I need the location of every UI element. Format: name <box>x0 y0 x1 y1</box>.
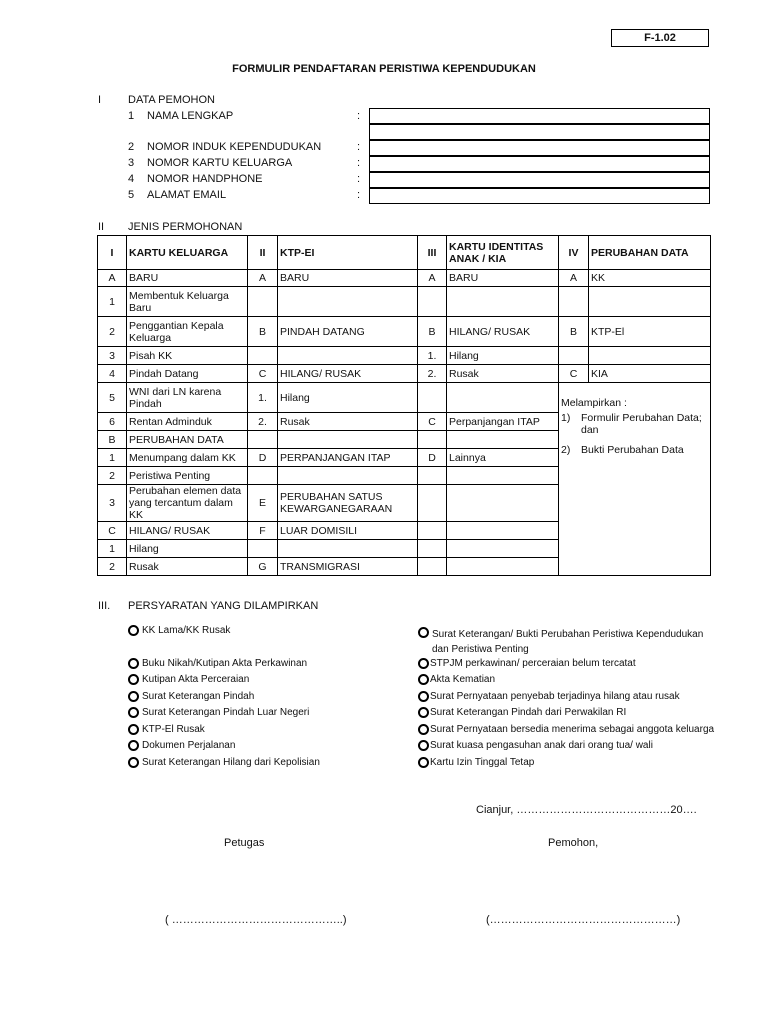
table-row <box>98 270 711 287</box>
header-cell: KARTU IDENTITAS ANAK / KIA <box>447 236 559 270</box>
radio-circle-icon[interactable] <box>128 757 139 768</box>
kia-option <box>447 383 559 413</box>
kk-option[interactable]: PERUBAHAN DATA <box>127 431 248 449</box>
kk-option[interactable]: Pindah Datang <box>127 365 248 383</box>
kk-option[interactable]: Menumpang dalam KK <box>127 449 248 467</box>
kk-option[interactable]: Penggantian Kepala Keluarga <box>127 317 248 347</box>
lampiran-item <box>561 444 708 456</box>
radio-circle-icon[interactable] <box>418 724 429 735</box>
field-number: 1 <box>128 110 135 122</box>
row-code: 2 <box>98 317 127 347</box>
radio-circle-icon[interactable] <box>418 674 429 685</box>
radio-circle-icon[interactable] <box>418 707 429 718</box>
row-code <box>559 287 589 317</box>
radio-circle-icon[interactable] <box>128 674 139 685</box>
row-code: B <box>98 431 127 449</box>
pemohon-signature-line: (……………………………………………) <box>486 914 681 926</box>
requirement-checkbox[interactable] <box>128 757 320 768</box>
table-row <box>98 347 711 365</box>
row-code <box>248 287 278 317</box>
row-code: D <box>248 449 278 467</box>
requirement-label: Buku Nikah/Kutipan Akta Perkawinan <box>142 658 308 669</box>
field-number: 5 <box>128 189 135 201</box>
perubahan-option[interactable]: KTP-El <box>589 317 711 347</box>
field-label: NOMOR INDUK KEPENDUDUKAN <box>147 141 322 153</box>
row-code: 1. <box>418 347 447 365</box>
requirement-label: Dokumen Perjalanan <box>142 740 236 751</box>
row-code: 1 <box>98 287 127 317</box>
table-header-row <box>98 236 711 270</box>
form-title: FORMULIR PENDAFTARAN PERISTIWA KEPENDUDUKAN <box>232 63 536 75</box>
kia-option[interactable]: Perpanjangan ITAP <box>447 413 559 431</box>
radio-circle-icon[interactable] <box>418 658 429 669</box>
row-code <box>559 347 589 365</box>
row-code: B <box>418 317 447 347</box>
table-row <box>98 383 711 413</box>
field-colon: : <box>357 157 361 169</box>
ktp-option[interactable]: Rusak <box>278 413 418 431</box>
table-row <box>98 365 711 383</box>
row-code <box>248 467 278 485</box>
kk-option[interactable]: Membentuk Keluarga Baru <box>127 287 248 317</box>
radio-circle-icon[interactable] <box>418 691 429 702</box>
field-colon: : <box>357 189 361 201</box>
kia-option[interactable]: Rusak <box>447 365 559 383</box>
kk-option[interactable]: Perubahan elemen data yang tercantum dalam KK <box>127 485 248 522</box>
requirement-label: Surat Keterangan Pindah dari Perwakilan RI <box>430 707 627 718</box>
requirement-checkbox[interactable] <box>418 691 680 702</box>
radio-circle-icon[interactable] <box>128 740 139 751</box>
row-code <box>418 287 447 317</box>
ktp-option[interactable]: HILANG/ RUSAK <box>278 365 418 383</box>
requirement-checkbox[interactable] <box>418 757 534 768</box>
header-cell: I <box>98 236 127 270</box>
kia-option[interactable]: BARU <box>447 270 559 287</box>
requirement-label: KTP-El Rusak <box>142 724 205 735</box>
kia-option <box>447 431 559 449</box>
requirement-label: Surat Keterangan/ Bukti Perubahan Peristiwa Kependudukan dan Peristiwa Penting <box>432 629 704 655</box>
section3-number: III. <box>98 600 111 612</box>
row-code: 5 <box>98 383 127 413</box>
field-label: NOMOR HANDPHONE <box>147 173 263 185</box>
handphone-input[interactable] <box>369 172 710 188</box>
field-number: 2 <box>128 141 135 153</box>
requirement-checkbox[interactable] <box>418 740 653 751</box>
row-code: F <box>248 522 278 540</box>
ktp-option <box>278 287 418 317</box>
perubahan-option[interactable]: KIA <box>589 365 711 383</box>
requirement-label: Surat Keterangan Pindah <box>142 691 255 702</box>
kk-option[interactable]: Peristiwa Penting <box>127 467 248 485</box>
row-code: A <box>418 270 447 287</box>
requirement-label: STPJM perkawinan/ perceraian belum tercatat <box>430 658 636 669</box>
requirement-checkbox[interactable] <box>128 674 249 685</box>
field-colon: : <box>357 110 361 122</box>
radio-circle-icon[interactable] <box>418 757 429 768</box>
row-code: G <box>248 558 278 576</box>
requirement-label: Kartu Izin Tinggal Tetap <box>430 757 535 768</box>
row-code: 3 <box>98 347 127 365</box>
row-code: 4 <box>98 365 127 383</box>
row-code: 1 <box>98 449 127 467</box>
kk-option[interactable]: BARU <box>127 270 248 287</box>
nama-lengkap-input[interactable] <box>369 108 710 124</box>
header-cell: IV <box>559 236 589 270</box>
radio-circle-icon[interactable] <box>418 627 429 638</box>
field-label: ALAMAT EMAIL <box>147 189 227 201</box>
row-code: 2. <box>418 365 447 383</box>
row-code: 2 <box>98 467 127 485</box>
perubahan-option <box>589 347 711 365</box>
row-code <box>418 383 447 413</box>
perubahan-option[interactable]: KK <box>589 270 711 287</box>
section3-title: PERSYARATAN YANG DILAMPIRKAN <box>128 600 319 612</box>
requirement-checkbox[interactable] <box>418 658 636 669</box>
ktp-option[interactable]: BARU <box>278 270 418 287</box>
row-code: A <box>248 270 278 287</box>
section1-title: DATA PEMOHON <box>128 94 215 106</box>
lampiran-number: 2) <box>561 444 571 456</box>
requirement-checkbox[interactable] <box>418 674 495 685</box>
row-code: B <box>248 317 278 347</box>
radio-circle-icon[interactable] <box>128 724 139 735</box>
row-code: 2. <box>248 413 278 431</box>
kk-option[interactable]: HILANG/ RUSAK <box>127 522 248 540</box>
row-code: 2 <box>98 558 127 576</box>
kia-option <box>447 485 559 522</box>
kk-option[interactable]: Pisah KK <box>127 347 248 365</box>
radio-circle-icon[interactable] <box>128 658 139 669</box>
kia-option <box>447 287 559 317</box>
radio-circle-icon[interactable] <box>128 707 139 718</box>
lampiran-text: Bukti Perubahan Data <box>581 444 684 456</box>
ktp-option[interactable]: PERPANJANGAN ITAP <box>278 449 418 467</box>
requirement-label: Surat Pernyataan bersedia menerima sebagai anggota keluarga <box>430 724 715 735</box>
requirement-checkbox[interactable] <box>128 658 307 669</box>
header-cell: III <box>418 236 447 270</box>
kia-option[interactable]: Hilang <box>447 347 559 365</box>
header-cell: KTP-EI <box>278 236 418 270</box>
row-code: E <box>248 485 278 522</box>
field-label: NAMA LENGKAP <box>147 110 234 122</box>
requirement-label: Surat Pernyataan penyebab terjadinya hilang atau rusak <box>430 691 680 702</box>
row-code: C <box>418 413 447 431</box>
header-cell: II <box>248 236 278 270</box>
email-input[interactable] <box>369 188 710 204</box>
requirement-checkbox[interactable] <box>418 627 718 657</box>
kk-option[interactable]: Rusak <box>127 558 248 576</box>
kia-option <box>447 558 559 576</box>
kia-option <box>447 522 559 540</box>
place-date: Cianjur, ……………………………………20…. <box>476 804 697 816</box>
field-label: NOMOR KARTU KELUARGA <box>147 157 293 169</box>
radio-circle-icon[interactable] <box>128 625 139 636</box>
requirement-checkbox[interactable] <box>128 724 205 735</box>
table-row <box>98 287 711 317</box>
nama-lengkap-input-line2[interactable] <box>369 124 710 140</box>
row-code <box>418 558 447 576</box>
row-code: C <box>98 522 127 540</box>
requirement-label: Surat Keterangan Hilang dari Kepolisian <box>142 757 320 768</box>
field-colon: : <box>357 141 361 153</box>
row-code <box>248 540 278 558</box>
row-code: 6 <box>98 413 127 431</box>
header-cell: PERUBAHAN DATA <box>589 236 711 270</box>
ktp-option[interactable]: TRANSMIGRASI <box>278 558 418 576</box>
ktp-option[interactable]: LUAR DOMISILI <box>278 522 418 540</box>
section1-number: I <box>98 94 102 106</box>
row-code <box>418 522 447 540</box>
requirement-label: Surat Keterangan Pindah Luar Negeri <box>142 707 310 718</box>
lampiran-text: Formulir Perubahan Data; dan <box>581 412 702 436</box>
requirement-label: Akta Kematian <box>430 674 496 685</box>
field-number: 3 <box>128 157 135 169</box>
row-code: 1. <box>248 383 278 413</box>
row-code: 3 <box>98 485 127 522</box>
row-code <box>248 431 278 449</box>
requirement-checkbox[interactable] <box>128 740 235 751</box>
petugas-label: Petugas <box>224 837 265 849</box>
nik-input[interactable] <box>369 140 710 156</box>
petugas-signature-line: ( ………………………………………..) <box>165 914 347 926</box>
requirement-checkbox[interactable] <box>418 724 714 735</box>
header-cell: KARTU KELUARGA <box>127 236 248 270</box>
kia-option[interactable]: HILANG/ RUSAK <box>447 317 559 347</box>
row-code <box>248 347 278 365</box>
row-code <box>418 467 447 485</box>
section2-title: JENIS PERMOHONAN <box>128 221 243 233</box>
requirement-checkbox[interactable] <box>128 707 309 718</box>
requirement-checkbox[interactable] <box>418 707 626 718</box>
row-code: 1 <box>98 540 127 558</box>
row-code <box>418 431 447 449</box>
ktp-option[interactable]: Hilang <box>278 383 418 413</box>
requirement-checkbox[interactable] <box>128 691 254 702</box>
melampirkan-title: Melampirkan : <box>561 397 627 409</box>
perubahan-option <box>589 287 711 317</box>
row-code: A <box>98 270 127 287</box>
requirement-label: Kutipan Akta Perceraian <box>142 674 250 685</box>
row-code: C <box>248 365 278 383</box>
ktp-option <box>278 431 418 449</box>
lampiran-number: 1) <box>561 412 571 424</box>
pemohon-label: Pemohon, <box>548 837 599 849</box>
row-code: B <box>559 317 589 347</box>
row-code: C <box>559 365 589 383</box>
melampirkan-cell <box>559 383 711 576</box>
requirement-checkbox[interactable] <box>128 625 230 636</box>
kk-option[interactable]: Hilang <box>127 540 248 558</box>
row-code <box>418 540 447 558</box>
kia-option <box>447 540 559 558</box>
requirement-label: Surat kuasa pengasuhan anak dari orang tua/ wali <box>430 740 653 751</box>
field-number: 4 <box>128 173 135 185</box>
radio-circle-icon[interactable] <box>128 691 139 702</box>
table-row <box>98 317 711 347</box>
form-code: F-1.02 <box>611 29 709 47</box>
row-code <box>418 485 447 522</box>
nomor-kk-input[interactable] <box>369 156 710 172</box>
ktp-option <box>278 467 418 485</box>
ktp-option <box>278 540 418 558</box>
row-code: D <box>418 449 447 467</box>
jenis-permohonan-table <box>97 235 711 576</box>
ktp-option <box>278 347 418 365</box>
field-colon: : <box>357 173 361 185</box>
ktp-option[interactable]: PINDAH DATANG <box>278 317 418 347</box>
lampiran-item <box>561 412 708 436</box>
kia-option[interactable]: Lainnya <box>447 449 559 467</box>
row-code: A <box>559 270 589 287</box>
ktp-option[interactable]: PERUBAHAN SATUS KEWARGANEGARAAN <box>278 485 418 522</box>
section2-number: II <box>98 221 105 233</box>
kia-option <box>447 467 559 485</box>
kk-option[interactable]: WNI dari LN karena Pindah <box>127 383 248 413</box>
requirement-label: KK Lama/KK Rusak <box>142 625 231 636</box>
kk-option[interactable]: Rentan Adminduk <box>127 413 248 431</box>
radio-circle-icon[interactable] <box>418 740 429 751</box>
